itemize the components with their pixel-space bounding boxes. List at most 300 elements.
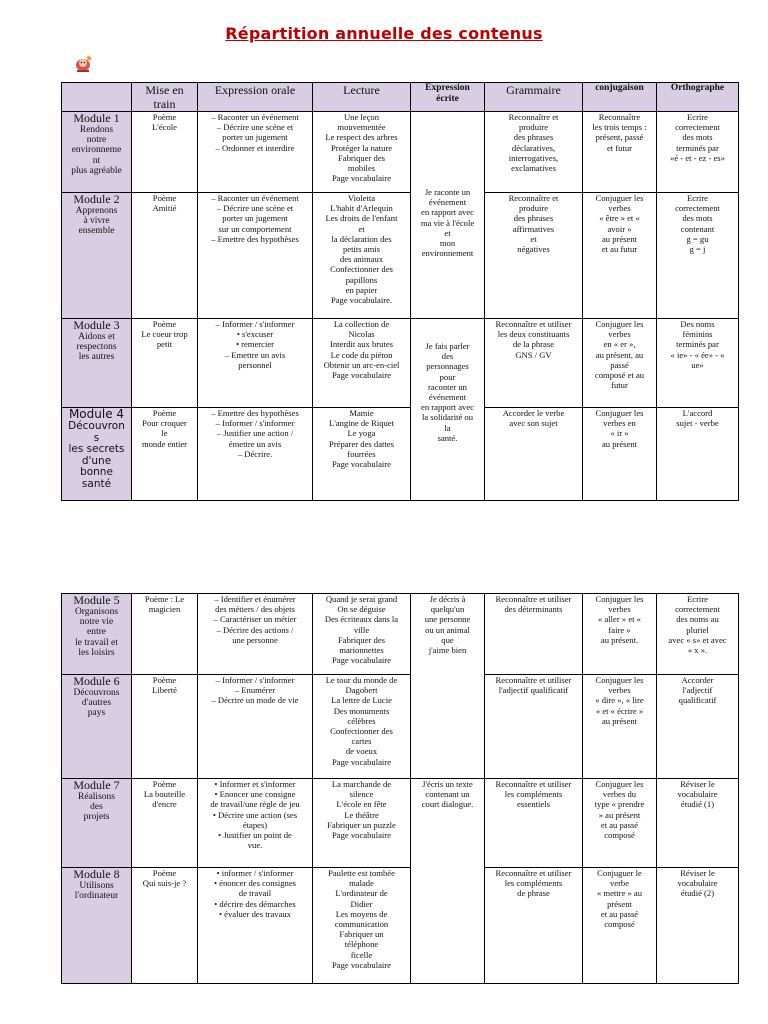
- cell-line: communication: [334, 919, 389, 930]
- cell-line: Mamie: [349, 408, 374, 418]
- cell-line: – Raconter un événement: [211, 112, 299, 122]
- cell-line: étapes): [242, 819, 268, 830]
- cell-line: étudié (1): [680, 799, 715, 810]
- cell-line: présent: [607, 898, 632, 909]
- cell-line: en « er »,: [603, 339, 636, 350]
- cell-line: – Raconter un événement: [211, 193, 299, 203]
- cell-line: « mettre » au: [596, 888, 643, 899]
- cell-line: marionnettes: [339, 645, 384, 656]
- header-module: [62, 83, 132, 112]
- cell-line: Quand je serai grand: [325, 594, 398, 604]
- module-cell: [62, 112, 132, 193]
- lecture-cell: [313, 675, 411, 779]
- cell-line: mouvementée: [337, 122, 386, 133]
- cell-line: « ie» - « ée» - «: [670, 349, 725, 360]
- cell-line: L'ordinateur de: [335, 888, 388, 899]
- cell-line: Page vocabulaire: [332, 173, 391, 184]
- cell-line: affirmatives: [512, 223, 555, 234]
- cell-line: – Informer / s'informer: [215, 418, 295, 429]
- cell-line: Conjuguer les: [595, 594, 644, 604]
- expression-orale-cell: [198, 868, 313, 984]
- cell-line: raconter un: [428, 381, 467, 392]
- cell-line: les compléments: [504, 878, 563, 889]
- cell-line: que: [441, 634, 454, 645]
- header-mise-en-train: Mise en train: [132, 83, 198, 112]
- module-cell: [62, 675, 132, 779]
- module-subtitle: [64, 792, 129, 823]
- module-name: Module 5: [73, 593, 120, 607]
- lecture-cell: [313, 193, 411, 319]
- mise-en-train-cell: [132, 675, 198, 779]
- cell-line: Réalisons: [78, 792, 115, 802]
- expression-ecrite-cell: [411, 112, 485, 319]
- cell-line: et au passé: [600, 819, 639, 830]
- expression-orale-cell: [198, 193, 313, 319]
- cell-line: • évaluer des travaux: [219, 908, 291, 919]
- cell-line: Ecrire: [687, 193, 708, 203]
- cell-line: Paulette est tombée: [328, 868, 395, 878]
- cell-line: sujet - verbe: [676, 418, 719, 429]
- orthographe-cell: [657, 319, 739, 408]
- module-cell: [62, 193, 132, 319]
- cell-line: Reconnaître et utiliser: [495, 779, 572, 789]
- cell-line: au présent: [601, 438, 638, 449]
- module-name: Module 2: [73, 192, 120, 206]
- cell-line: interrogatives,: [508, 152, 559, 163]
- lecture-cell: [313, 594, 411, 675]
- cell-line: verbes du: [602, 789, 637, 800]
- cell-line: au présent.: [600, 634, 639, 645]
- cell-line: Reconnaître: [598, 112, 641, 122]
- cell-line: Confectionner des: [330, 264, 393, 275]
- cell-line: s: [93, 431, 100, 444]
- cell-line: Le coeur trop: [141, 329, 188, 340]
- mise-en-train-cell: [132, 594, 198, 675]
- expression-orale-cell: [198, 319, 313, 408]
- cell-line: d'une: [81, 454, 112, 467]
- cell-line: Page vocabulaire: [332, 959, 391, 970]
- cell-line: pays: [87, 708, 106, 719]
- cell-line: avoir »: [607, 223, 632, 234]
- lecture-cell: [313, 408, 411, 501]
- cell-line: g = j: [689, 244, 706, 255]
- cell-line: j'aime bien: [428, 645, 467, 656]
- cell-line: étudié (2): [680, 888, 715, 899]
- cell-line: les autres: [78, 352, 115, 363]
- cell-line: quelqu'un: [430, 604, 465, 615]
- header-expression-orale: Expression orale: [198, 83, 313, 112]
- cell-line: La collection de: [333, 319, 390, 329]
- module-row: [62, 408, 739, 501]
- cell-line: essentiels: [517, 799, 550, 810]
- cell-line: ma vie à l'école: [420, 217, 475, 228]
- module-subtitle: [64, 206, 129, 237]
- cell-line: Le code du piéton: [330, 349, 393, 360]
- conjugaison-cell: [583, 779, 657, 868]
- mise-en-train-cell: [132, 779, 198, 868]
- cell-line: g = gu: [686, 233, 709, 244]
- cell-line: Rendons: [79, 125, 114, 135]
- mise-en-train-cell: [132, 319, 198, 408]
- header-expression-ecrite: Expression écrite: [411, 83, 485, 112]
- cell-line: pluriel: [686, 624, 709, 635]
- cell-line: mobiles: [347, 163, 376, 174]
- cell-line: au présent: [601, 715, 638, 726]
- grammaire-cell: [485, 868, 583, 984]
- cell-line: Le respect des arbres: [325, 132, 398, 143]
- cell-line: • Informer et s'informer: [214, 779, 296, 789]
- mise-en-train-cell: [132, 868, 198, 984]
- cell-line: verbes: [608, 329, 631, 340]
- cell-line: «é - et - ez - es»: [670, 152, 725, 163]
- grammaire-cell: [485, 408, 583, 501]
- cell-line: futur: [611, 380, 628, 391]
- cell-line: l'ordinateur: [74, 891, 119, 902]
- cell-line: événement: [428, 197, 467, 208]
- cell-line: Reconnaître et utiliser: [495, 675, 572, 685]
- cell-line: composé: [604, 919, 635, 930]
- cartoon-character-icon: [73, 52, 95, 74]
- module-row: [62, 675, 739, 779]
- cell-line: malade: [349, 878, 374, 889]
- grammaire-cell: [485, 112, 583, 193]
- cell-line: contenant un: [425, 789, 470, 800]
- module-subtitle: [64, 332, 129, 363]
- cell-line: Nicolas: [348, 329, 375, 340]
- cell-line: Découvron: [68, 420, 125, 432]
- cell-line: L'école en fête: [336, 799, 387, 810]
- cell-line: Réviser le: [680, 868, 715, 878]
- cell-line: des phrases: [513, 213, 554, 224]
- cell-line: Poème: [152, 112, 177, 122]
- module-row: [62, 112, 739, 193]
- cell-line: Amitié: [152, 203, 177, 214]
- cell-line: téléphone: [344, 939, 379, 950]
- lecture-cell: [313, 779, 411, 868]
- cell-line: l'adjectif qualificatif: [498, 685, 569, 696]
- cell-line: des phrases: [513, 132, 554, 143]
- header-grammaire: Grammaire: [485, 83, 583, 112]
- contents-table-1: [61, 82, 739, 501]
- cell-line: L'habit d'Arlequin: [330, 203, 393, 214]
- cell-line: Page vocabulaire: [332, 756, 391, 767]
- module-cell: [62, 779, 132, 868]
- cell-line: Ecrire: [687, 594, 708, 604]
- cell-line: les compléments: [504, 789, 563, 800]
- cell-line: et: [444, 227, 451, 238]
- cell-line: Page vocabulaire: [332, 370, 391, 381]
- cell-line: mon: [439, 238, 456, 249]
- cell-line: environneme: [71, 145, 122, 156]
- cell-line: Des monuments: [333, 705, 390, 716]
- cell-line: projets: [83, 812, 110, 823]
- conjugaison-cell: [583, 112, 657, 193]
- cell-line: » au présent: [598, 809, 641, 820]
- expression-orale-cell: [198, 779, 313, 868]
- cell-line: petit: [156, 339, 173, 350]
- lecture-cell: [313, 112, 411, 193]
- cell-line: – Caractériser un métier: [213, 614, 297, 625]
- cell-line: Accorder: [681, 675, 714, 685]
- cell-line: environnement: [421, 248, 474, 259]
- cell-line: Conjuguer les: [595, 675, 644, 685]
- cell-line: des déterminants: [504, 604, 563, 615]
- conjugaison-cell: [583, 594, 657, 675]
- cell-line: Conjuguer les: [595, 408, 644, 418]
- cell-line: des: [90, 802, 103, 813]
- cell-line: L'accord: [682, 408, 713, 418]
- cell-line: correctement: [675, 122, 720, 133]
- cell-line: verbes: [608, 203, 631, 214]
- cell-line: terminés par: [676, 339, 719, 350]
- cell-line: Page vocabulaire: [332, 459, 391, 470]
- cell-line: correctement: [675, 604, 720, 615]
- cell-line: les deux constituants: [497, 329, 570, 340]
- cell-line: – Décrire.: [237, 448, 273, 459]
- cell-line: d'autres: [81, 698, 112, 709]
- module-cell: [62, 408, 132, 501]
- module-name: Module 3: [73, 318, 120, 332]
- cell-line: silence: [349, 789, 374, 800]
- cell-line: « dire », « lire: [595, 695, 644, 706]
- cell-line: et futur: [606, 142, 633, 153]
- cell-line: des animaux: [339, 254, 384, 265]
- cell-line: de phrase: [517, 888, 550, 899]
- cell-line: à vivre: [83, 216, 110, 227]
- mise-en-train-cell: [132, 408, 198, 501]
- expression-orale-cell: [198, 112, 313, 193]
- cell-line: Aidons et: [78, 332, 115, 342]
- module-row: [62, 319, 739, 408]
- cell-line: Poème: [152, 868, 177, 878]
- cell-line: les trois temps :: [592, 122, 647, 133]
- orthographe-cell: [657, 193, 739, 319]
- cell-line: des noms au: [676, 614, 719, 625]
- cell-line: correctement: [675, 203, 720, 214]
- cell-line: célèbres: [347, 715, 376, 726]
- cell-line: magicien: [148, 604, 181, 615]
- conjugaison-cell: [583, 408, 657, 501]
- cell-line: la déclaration des: [331, 233, 392, 244]
- cell-line: • remercier: [235, 339, 275, 350]
- cell-line: de la phrase: [512, 339, 555, 350]
- cell-line: – Ordonner et interdire: [215, 142, 295, 153]
- cell-line: faire »: [608, 624, 631, 635]
- cell-line: de voeux: [345, 746, 378, 757]
- cell-line: la solidarité ou: [421, 412, 474, 423]
- cell-line: des métiers / des objets: [215, 604, 295, 615]
- cell-line: – Justifier une action /: [216, 428, 294, 439]
- cell-line: court dialogue.: [421, 799, 474, 810]
- cell-line: verbes en: [603, 418, 636, 429]
- module-cell: [62, 319, 132, 408]
- cell-line: Conjuguer les: [595, 779, 644, 789]
- lecture-cell: [313, 868, 411, 984]
- cell-line: de travail/une règle de jeu: [210, 799, 300, 810]
- cell-line: composé et au: [594, 370, 645, 381]
- grammaire-cell: [485, 193, 583, 319]
- cell-line: La marchande de: [331, 779, 392, 789]
- grammaire-cell: [485, 594, 583, 675]
- expression-ecrite-cell: [411, 319, 485, 501]
- cell-line: Je décris à: [429, 594, 466, 604]
- cell-line: et: [530, 233, 537, 244]
- cell-line: qualificatif: [678, 695, 717, 706]
- cell-line: porter un jugement: [222, 213, 288, 224]
- cell-line: Réviser le: [680, 779, 715, 789]
- cell-line: négatives: [517, 244, 550, 255]
- header-orthographe: Orthographe: [657, 83, 739, 112]
- cell-line: verbe: [609, 878, 630, 889]
- cell-line: Reconnaître et utiliser: [495, 319, 572, 329]
- orthographe-cell: [657, 868, 739, 984]
- cell-line: la: [444, 422, 451, 433]
- cell-line: Le yoga: [347, 428, 376, 439]
- cell-line: – Informer / s'informer: [215, 319, 295, 329]
- cell-line: Reconnaître et utiliser: [495, 868, 572, 878]
- cell-line: – Décrire une scène et: [216, 203, 294, 214]
- cell-line: • Décrire une action (ses: [212, 809, 298, 820]
- cell-line: avec son sujet: [509, 418, 558, 429]
- cell-line: La bouteille: [143, 789, 186, 800]
- cell-line: – Décrire des actions /: [216, 624, 294, 635]
- cell-line: – Emettre des hypothèses: [211, 408, 299, 418]
- cell-line: Page vocabulaire.: [330, 295, 393, 306]
- cell-line: le travail et: [75, 637, 118, 648]
- cell-line: féminins: [682, 329, 713, 340]
- cell-line: cartes: [351, 736, 372, 747]
- cell-line: contenant: [680, 223, 715, 234]
- cell-line: Interdit aux brutes: [329, 339, 393, 350]
- header-row: [62, 83, 739, 112]
- cell-line: Poème: [152, 675, 177, 685]
- cell-line: Préparer des dattes: [329, 438, 394, 449]
- cell-line: Conjuguer le: [597, 868, 642, 878]
- conjugaison-cell: [583, 319, 657, 408]
- cell-line: « x ».: [687, 645, 708, 656]
- orthographe-cell: [657, 675, 739, 779]
- cell-line: nt: [92, 155, 101, 166]
- module-subtitle: [64, 881, 129, 901]
- cell-line: produire: [518, 122, 549, 133]
- cell-line: Protéger la nature: [330, 142, 393, 153]
- cell-line: • s'excuser: [236, 329, 274, 340]
- cell-line: des: [441, 351, 454, 362]
- cell-line: bonne: [80, 466, 113, 478]
- cell-line: J'écris un texte: [422, 779, 473, 789]
- cell-line: • informer / s'informer: [216, 868, 294, 878]
- cell-line: émettre un avis: [228, 438, 282, 449]
- cell-line: ville: [353, 624, 370, 635]
- cell-line: On se déguise: [337, 604, 386, 615]
- cell-line: pour: [439, 371, 456, 382]
- cell-line: et au passé: [600, 908, 639, 919]
- conjugaison-cell: [583, 193, 657, 319]
- orthographe-cell: [657, 779, 739, 868]
- module-row: [62, 868, 739, 984]
- cell-line: personnel: [238, 359, 272, 370]
- cell-line: • énoncer des consignes: [214, 878, 296, 889]
- lecture-cell: [313, 319, 411, 408]
- cell-line: Fabriquer des: [337, 152, 385, 163]
- cell-line: Reconnaître et utiliser: [495, 594, 572, 604]
- cell-line: une personne: [424, 614, 471, 625]
- grammaire-cell: [485, 779, 583, 868]
- cell-line: porter un jugement: [222, 132, 288, 143]
- module-name: Module 1: [73, 111, 120, 125]
- cell-line: – Identifier et énumérer: [214, 594, 296, 604]
- cell-line: GNS / GV: [515, 349, 552, 360]
- cell-line: type « prendre: [594, 799, 645, 810]
- header-lecture: Lecture: [313, 83, 411, 112]
- cell-line: Poème : Le: [144, 594, 185, 604]
- cell-line: passé: [610, 359, 629, 370]
- cell-line: L'école: [152, 122, 177, 133]
- cell-line: • Enoncer une consigne: [214, 789, 296, 800]
- page-title: Répartition annuelle des contenus: [225, 24, 543, 43]
- cell-line: Fabriquer des: [337, 634, 385, 645]
- cell-line: présent, passé: [595, 132, 644, 143]
- module-name: Module 6: [73, 674, 120, 688]
- cell-line: Liberté: [152, 685, 177, 696]
- cell-line: – Informer / s'informer: [215, 675, 295, 685]
- cell-line: des mots: [682, 132, 713, 143]
- cell-line: Ecrire: [687, 112, 708, 122]
- cell-line: – Décrire une scène et: [216, 122, 294, 133]
- cell-line: le: [161, 428, 168, 439]
- cell-line: • Justifier un point de: [218, 830, 292, 841]
- cell-line: santé: [81, 477, 112, 490]
- module-name: Module 4: [68, 407, 125, 421]
- cell-line: verbes: [608, 604, 631, 615]
- cell-line: sur un comportement: [218, 223, 292, 234]
- cell-line: monde entier: [141, 438, 188, 449]
- cell-line: produire: [518, 203, 549, 214]
- module-row: [62, 779, 739, 868]
- cell-line: respectons: [76, 342, 117, 353]
- cell-line: Accorder le verbe: [502, 408, 565, 418]
- module-cell: [62, 868, 132, 984]
- cell-line: déclaratives,: [511, 142, 556, 153]
- cell-line: Les moyens de: [335, 908, 388, 919]
- module-row: [62, 594, 739, 675]
- cell-line: Je raconte un: [424, 187, 471, 197]
- cell-line: composé: [604, 830, 635, 841]
- cell-line: vue.: [247, 840, 263, 851]
- cell-line: Je fais parler: [425, 341, 470, 351]
- cell-line: Violetta: [347, 193, 376, 203]
- cell-line: Page vocabulaire: [332, 655, 391, 666]
- cell-line: La lettre de Lucie: [331, 695, 392, 706]
- module-subtitle: [64, 421, 129, 490]
- cell-line: Qui suis-je ?: [142, 878, 187, 889]
- cell-line: Des noms: [680, 319, 715, 329]
- cell-line: santé.: [437, 432, 458, 443]
- cell-line: Poème: [152, 193, 177, 203]
- orthographe-cell: [657, 408, 739, 501]
- cell-line: Découvrons: [73, 688, 120, 698]
- cell-line: Apprenons: [75, 206, 118, 216]
- cell-line: Fabriquer un puzzle: [327, 819, 396, 830]
- cell-line: plus agréable: [71, 165, 122, 176]
- cell-line: Conjuguer les: [595, 319, 644, 329]
- cell-line: Fabriquer un: [339, 929, 384, 940]
- cell-line: l'adjectif: [682, 685, 713, 696]
- cell-line: Poème: [152, 319, 177, 329]
- cell-line: Reconnaître et: [508, 193, 559, 203]
- cell-line: ou un animal: [425, 624, 470, 635]
- cell-line: Poème: [152, 779, 177, 789]
